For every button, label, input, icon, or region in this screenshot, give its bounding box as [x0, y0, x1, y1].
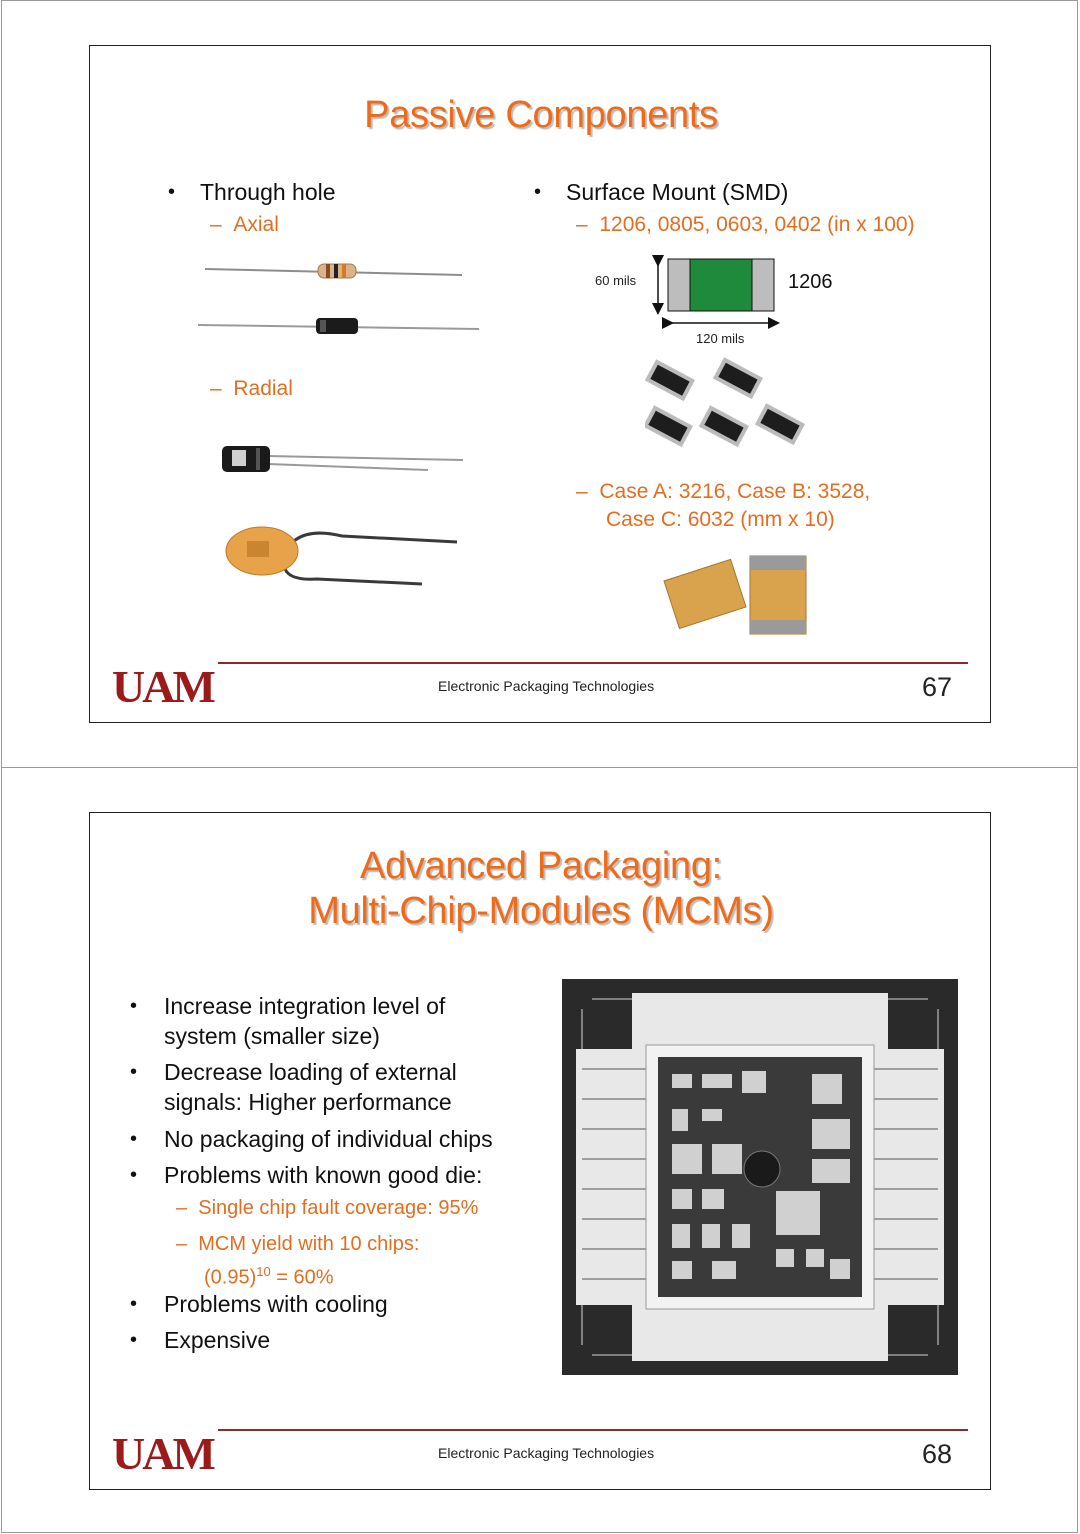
sub-mcm-yield: – MCM yield with 10 chips: $(0.95)^{10} = 60\%$ — [176, 1233, 420, 1289]
bullet-through-hole: Through hole — [200, 179, 336, 205]
slide-title: Passive Components — [364, 94, 718, 136]
bullet-expensive: Expensive — [164, 1327, 271, 1353]
uam-logo: UAM — [112, 1428, 213, 1479]
bullet-dot: • — [130, 1128, 138, 1150]
page-number: 68 — [922, 1439, 953, 1469]
chip-size-label: 1206 — [788, 271, 833, 293]
bullet-cooling: Problems with cooling — [164, 1291, 388, 1317]
bullet-dot: • — [130, 1061, 138, 1083]
sub-fault-coverage-text: Single chip fault coverage: 95% — [198, 1197, 479, 1219]
footer-divider — [218, 662, 968, 664]
case-line-1: Case A: 3216, Case B: 3528, — [599, 480, 871, 503]
slide-title-line-2: Multi-Chip-Modules (MCMs) — [308, 890, 774, 932]
yield-result: = 60% — [270, 1266, 334, 1289]
sub-axial-label: Axial — [233, 213, 279, 236]
dim-height-label: 60 mils — [595, 273, 637, 288]
sub-mcm-yield-line-1: MCM yield with 10 chips: — [198, 1233, 420, 1255]
radial-capacitor-image — [218, 438, 468, 483]
sub-fault-coverage: – Single chip fault coverage: 95% — [176, 1197, 479, 1219]
sub-smd-sizes: – 1206, 0805, 0603, 0402 (in x 100) — [576, 213, 915, 236]
sub-radial: – Radial — [210, 377, 293, 400]
sub-radial-label: Radial — [233, 377, 293, 400]
slide-title-line-1: Advanced Packaging: — [360, 845, 722, 887]
tantalum-capacitor-image — [222, 516, 462, 616]
sub-smd-sizes-label: 1206, 0805, 0603, 0402 (in x 100) — [599, 213, 915, 236]
bullet-loading-cont: signals: Higher performance — [164, 1089, 452, 1115]
slide-68 — [89, 812, 991, 1490]
axial-resistor-image — [200, 256, 470, 286]
bullet-dot: • — [130, 1329, 138, 1351]
uam-logo: UAM — [112, 661, 213, 712]
bullet-dot: • — [534, 181, 542, 203]
bullet-integration: Increase integration level of — [164, 993, 446, 1019]
bullet-no-packaging: No packaging of individual chips — [164, 1126, 493, 1152]
bullet-known-good-die: Problems with known good die: — [164, 1162, 483, 1188]
smd-chips-image — [645, 356, 815, 456]
mcm-photo — [562, 979, 958, 1375]
yield-base: (0.95) — [204, 1266, 257, 1289]
bullet-surface-mount: Surface Mount (SMD) — [566, 179, 789, 205]
yield-exponent: 10 — [256, 1264, 271, 1279]
slide-67 — [89, 45, 991, 723]
bullet-dot: • — [130, 1293, 138, 1315]
axial-diode-image — [194, 314, 484, 340]
bullet-loading: Decrease loading of external — [164, 1059, 457, 1085]
bullet-dot: • — [168, 181, 176, 203]
footer-divider — [218, 1429, 968, 1431]
page-number: 67 — [922, 672, 953, 702]
smd-tantalum-image — [660, 551, 820, 641]
footer-title: Electronic Packaging Technologies — [438, 1445, 655, 1461]
case-line-2: Case C: 6032 (mm x 10) — [606, 508, 835, 531]
bullet-dot: • — [130, 1164, 138, 1186]
sub-axial: – Axial — [210, 213, 279, 236]
footer-title: Electronic Packaging Technologies — [438, 678, 655, 694]
dim-width-label: 120 mils — [696, 331, 745, 346]
sub-case-sizes: – Case A: 3216, Case B: 3528, Case C: 6032 (mm x 10) — [576, 480, 871, 531]
chip-dimension-diagram — [646, 251, 786, 331]
bullet-dot: • — [130, 995, 138, 1017]
bullet-integration-cont: system (smaller size) — [164, 1023, 380, 1049]
